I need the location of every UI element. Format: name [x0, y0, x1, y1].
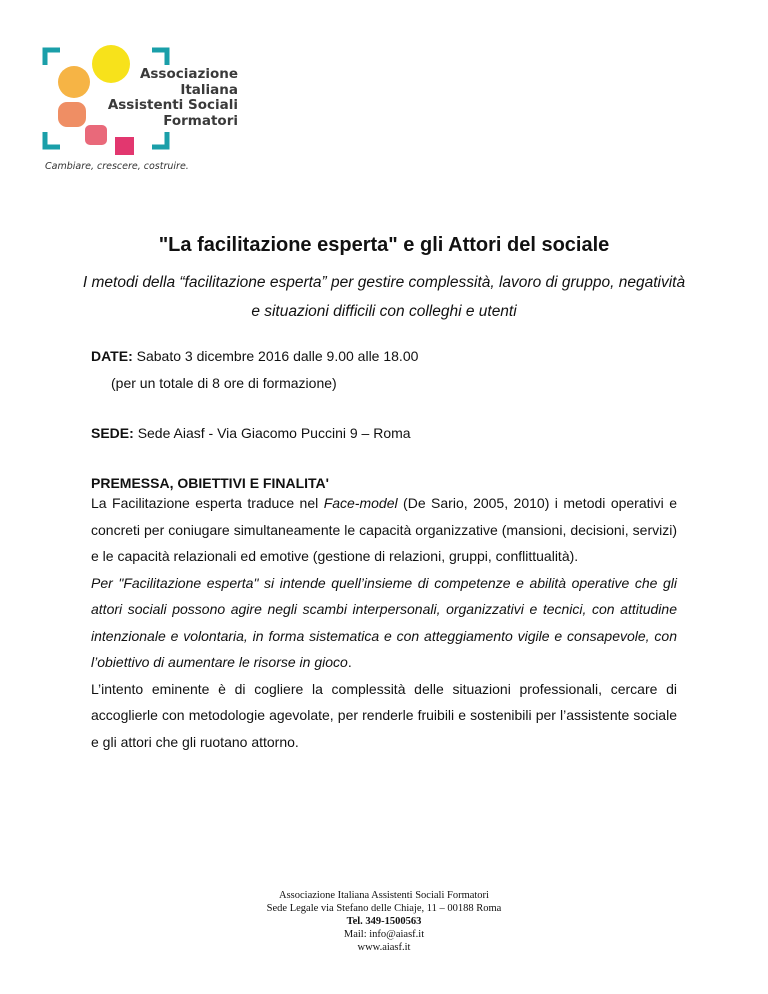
logo-name-line: Formatori — [163, 112, 238, 129]
premise-p1-before: La Facilitazione esperta traduce nel — [91, 495, 324, 511]
logo-magenta-square — [115, 137, 134, 155]
logo-name-line: Associazione — [139, 66, 238, 82]
logo-tagline: Cambiare, crescere, costruire. — [45, 161, 189, 172]
logo-orange-circle — [58, 66, 90, 98]
footer — [0, 889, 768, 954]
logo-bracket-top-left — [45, 50, 60, 65]
logo-salmon-shape — [58, 102, 86, 127]
premise-paragraph-2 — [91, 570, 677, 676]
date-label: DATE: — [91, 348, 133, 364]
premise-p2-end: . — [347, 654, 352, 670]
date-line — [91, 348, 418, 365]
footer-address: Sede Legale via Stefano delle Chiaje, 11 – 00188 Roma — [266, 903, 502, 914]
aiasf-logo — [40, 40, 240, 180]
venue-value: Sede Aiasf - Via Giacomo Puccini 9 – Roma — [137, 425, 411, 441]
footer-phone: Tel. 349-1500563 — [346, 916, 422, 927]
premise-heading: PREMESSA, OBIETTIVI E FINALITA' — [91, 475, 329, 491]
face-model-term: Face-model — [323, 495, 398, 511]
premise-p2-text: Per "Facilitazione esperta" si intende quell’insieme di competenze e abilità operative che gli attori sociali possono agire negli scambi interpersonali, organizzativi e tecnici, con attitudine intenzionale e volontaria, in forma sistematica e con atteggiamento vigile e consapevole, con l’obiettivo di aumentare le risorse in gioco — [91, 574, 677, 670]
venue-label: SEDE: — [91, 425, 134, 441]
premise-paragraph-1 — [91, 490, 677, 570]
date-note: (per un totale di 8 ore di formazione) — [111, 375, 337, 391]
premise-paragraph-3: L’intento eminente è di cogliere la complessità delle situazioni professionali, cercare di accoglierle con metodologie agevolate, per renderle fruibili e sostenibili per l’assistente sociale e gli attori che gli ruotano attorno. — [91, 680, 677, 750]
logo-bracket-top-right — [152, 50, 167, 65]
venue-line — [91, 425, 411, 442]
logo-name-line: Italiana — [180, 81, 238, 98]
premise-p1-after: (De Sario, 2005, 2010) i metodi operativi e concreti per coniugare simultaneamente le capacità organizzative (mansioni, decisioni, servizi) e le capacità relazionali ed emotive (gestione di relazioni, gruppi, conflittualità). — [91, 495, 677, 564]
logo-bracket-bottom-right — [152, 132, 167, 147]
document-subtitle: I metodi della “facilitazione esperta” per gestire complessità, lavoro di gruppo, negatività e situazioni difficili con colleghi e utenti — [82, 274, 686, 320]
logo-bracket-bottom-left — [45, 132, 60, 147]
premise-body — [91, 490, 677, 755]
footer-org: Associazione Italiana Assistenti Sociali Formatori — [279, 890, 489, 901]
date-value: Sabato 3 dicembre 2016 dalle 9.00 alle 18.00 — [136, 348, 419, 364]
footer-email: Mail: info@aiasf.it — [343, 929, 425, 940]
logo-organization-name — [98, 67, 238, 129]
footer-website: www.aiasf.it — [357, 942, 411, 953]
document-title: "La facilitazione esperta" e gli Attori del sociale — [158, 234, 610, 256]
logo-name-line: Assistenti Sociali — [107, 97, 238, 113]
